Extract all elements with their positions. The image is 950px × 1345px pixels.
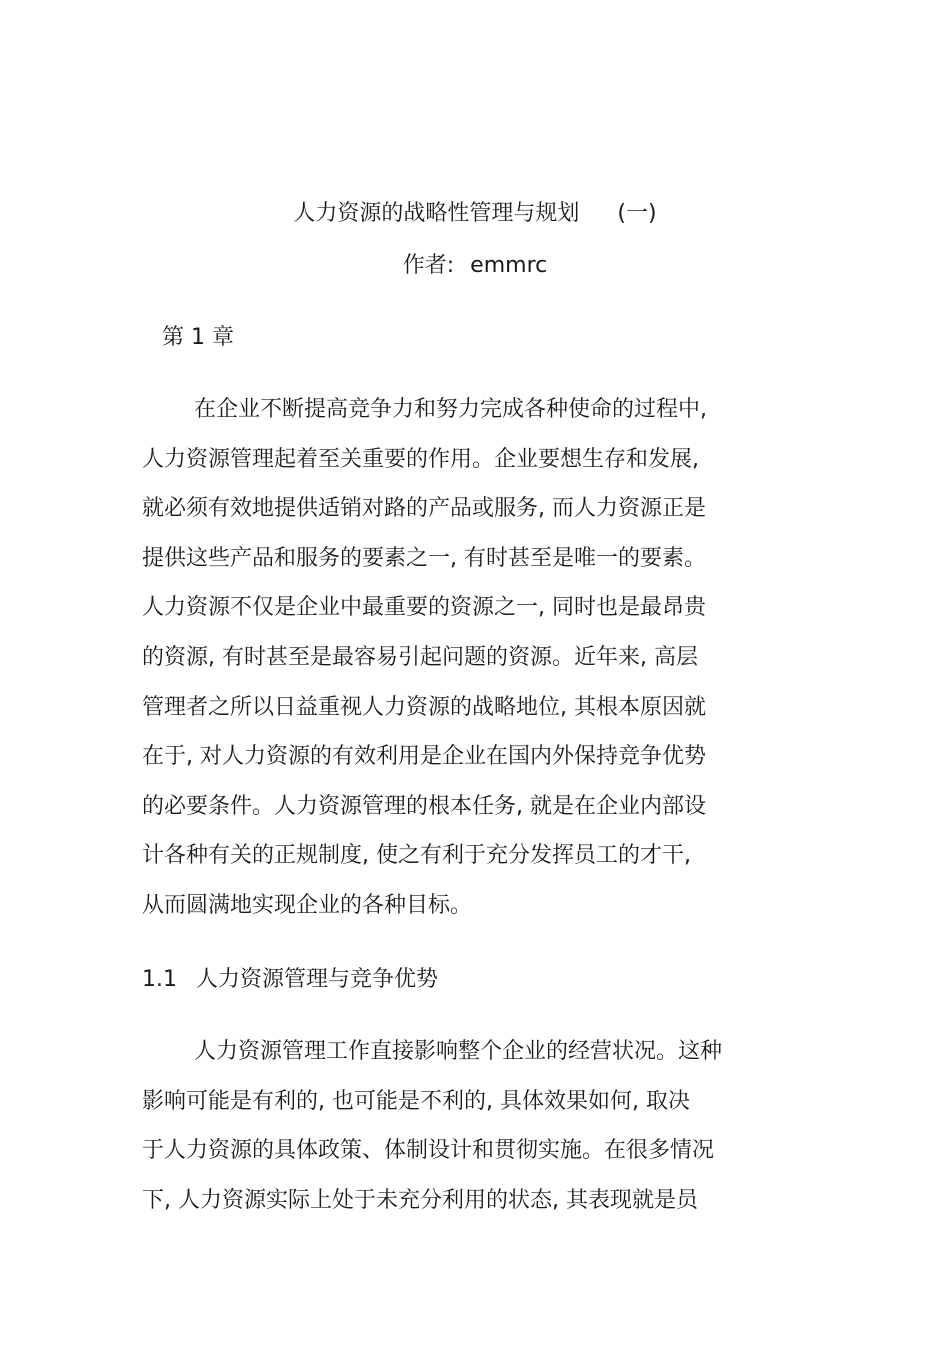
chapter-heading: 第 1 章 [162,325,234,350]
author-line [0,248,950,284]
paragraph-line: 人力资源管理工作直接影响整个企业的经营状况。这种 [194,1039,723,1064]
title-text: 人力资源的战略性管理与规划 [293,201,580,226]
author-label: 作者: [402,253,455,278]
section-heading [142,962,438,998]
paragraph-line: 影响可能是有利的, 也可能是不利的, 具体效果如何, 取决 [142,1088,690,1114]
paragraph-line: 在于, 对人力资源的有效利用是企业在国内外保持竞争优势 [142,744,706,770]
paragraph-line: 从而圆满地实现企业的各种目标。 [142,892,473,918]
paragraph-line: 计各种有关的正规制度, 使之有利于充分发挥员工的才干, [142,843,691,869]
section-number: 1.1 [142,967,177,992]
paragraph-line: 人力资源管理起着至关重要的作用。企业要想生存和发展, [142,446,699,472]
paragraph-2 [142,1034,742,1232]
paragraph-line: 在企业不断提高竞争力和努力完成各种使命的过程中, [194,397,707,422]
paragraph-line: 人力资源不仅是企业中最重要的资源之一, 同时也是最昂贵 [142,595,706,621]
paragraph-line: 管理者之所以日益重视人力资源的战略地位, 其根本原因就 [142,694,706,720]
section-title: 人力资源管理与竞争优势 [196,967,439,992]
paragraph-line: 的资源, 有时甚至是最容易引起问题的资源。近年来, 高层 [142,644,698,670]
paragraph-line: 就必须有效地提供适销对路的产品或服务, 而人力资源正是 [142,496,706,522]
title-suffix: (一) [617,201,657,226]
paragraph-line: 提供这些产品和服务的要素之一, 有时甚至是唯一的要素。 [142,545,706,571]
paragraph-line: 的必要条件。人力资源管理的根本任务, 就是在企业内部设 [142,793,706,819]
document-title [0,196,950,232]
paragraph-line: 下, 人力资源实际上处于未充分利用的状态, 其表现就是员 [142,1187,698,1213]
paragraph-line: 于人力资源的具体政策、体制设计和贯彻实施。在很多情况 [142,1138,715,1164]
paragraph-1 [142,392,742,938]
author-name: emmrc [470,253,548,278]
